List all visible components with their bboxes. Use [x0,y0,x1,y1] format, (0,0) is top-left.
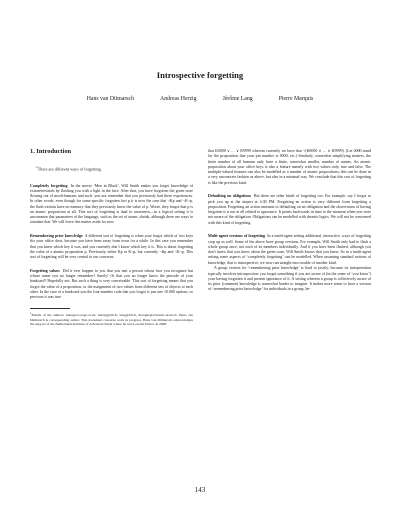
right-column [208,148,371,300]
left-column [30,148,193,327]
run-in-heading: Forgetting values [30,267,60,273]
page-number: 143 [194,486,206,494]
paragraph: Completely forgetting In the movie ‘Men in Black’, Will Smith makes you forget knowledge of extraterrestrials by flashing you with a light in the face. After that, you have forgotten the green ooze flowing out of mock-humans and such: you not remember that you previously had these experiences. In other words, even though for some specific forgotten fact p it is now the case that ¬Kp and ¬K¬p, the flash victims have no memory that they previously knew the value of p. Worse, they forgot that p is an atomic proposition at all. This sort of forgetting is dual to awareness—in a logical setting it is uncommon that parameters of the language, such as the set of atoms, shrink, although there are ways to simulate that. We will leave this matter aside for now. [30,182,193,225]
paragraph: Defaulting on obligations But there are other kinds of forgetting too. For example, say I forgot to pick you up at the airport at 4:30 PM. Forgetting an action is very different from forgetting a proposition. Forgetting an action amounts to defaulting on an obligation and the observation of having forgotten it is not at all related to ignorance. It points backwards in time to the moment when you were not aware of the obligation. Obligations can be modelled with deontic logics. We will not be concerned with this kind of forgetting. [208,193,371,225]
paragraph: Forgetting values Did it ever happen to you that you met a person whose face you recognize but whose name you no longer remember? Surely! Or that you no longer know the pincode of your bankcard? Hopefully not. But such a thing is very conceivable. This sort of forgetting means that you forgot the value of a proposition, or the assignment of two values from different sets of objects to each other. In the case of a bankcard you the four-number code that you forgot is just one 10.000 options, so previous it was true [30,267,194,300]
run-in-heading: Completely forgetting [30,182,68,188]
author-name: Hans van Ditmarsch [86,96,135,102]
author-name: Pierre Marquis [278,96,314,102]
run-in-heading: Defaulting on obligations [208,193,252,199]
intro-note: $^1$There are different ways of forgetting. [36,165,102,172]
paper-title: Introspective forgetting [156,70,244,80]
section-heading: 1. Introduction [30,148,72,155]
paragraph: A group version for ‘remembering prior knowledge’ is hard to justify, because its interpretation typically involves introspection: you forgot something if you are aware of (in the sense of ‘you know’) your having forgotten it and present ignorance of it. A setting wherein a group is collectively aware of its prior (common) knowledge is somewhat harder to imagine. It makes more sense to have a version of ‘remembering prior knowledge’ for individuals in a group, be- [208,265,371,292]
author-name: Andreas Herzig [160,96,197,102]
run-in-heading: Multi-agent versions of forgetting [208,233,265,239]
paragraph: Multi-agent versions of forgetting In a multi-agent setting additional, interactive, ways of forgetting crop up as well. Some of the above have group versions. For example, Will Smith only had to flash a whole group once, not each of its members individually. And if you have been flashed, although you don’t know that you knew about the green ooze, Will Smith knows that you knew. So in a multi-agent setting some aspects of ‘completely forgetting’ can be modelled. When assuming standard notions of knowledge, that is introspective, we now run straight into trouble of another kind. [208,233,372,265]
author-list [0,96,400,102]
footnote: $^1$Emails of the authors: hans@cs.otago.ac.nz, herzig@irit.fr, lang@irit.fr, marquis@cril.univ-artois.fr. Hans van Ditmarsch is corresponding author. This document concerns work in progress. Hans van Ditmarsch acknowledges the support of the Netherlands Institute of Advanced Study where he was Lorentz Fellow in 2008. [30,310,193,327]
paragraph: that K0000 ∨ … ∨ K9999 whereas currently we have that ¬(K0000 ∨ … ∨ K9999). (Let 0000 stand for the proposition that your pin number is 0000, etc.) Similarly, somewhat simplifying matters, the finite number of all humans only have a finite, somewhat smaller, number of names. An atomic proposition about your office keys is also a feature namely with two values only, true and false. The multiple-valued features can also be modelled as a number of atomic propositions; this can be done in a very unconcrete fashion as above, but also in a minimal way. We conclude that this sort of forgetting is like the previous kind. [208,148,371,185]
paragraph: Remembering prior knowledge A different sort of forgetting is when your forgot which of two keys fits your office door, because you have been away from town for a while. In this case you remember that you knew which key it was, and you currently don’t know which key it is. This is about forgetting the value of a atomic proposition p. Previously, either Kp or K¬p, but currently ¬Kp and ¬K¬p. This sort of forgetting will be very central to our concerns. [30,233,194,260]
footnote-rule [30,308,70,309]
run-in-heading: Remembering prior knowledge [30,233,83,239]
author-name: Jérôme Lang [222,96,253,102]
